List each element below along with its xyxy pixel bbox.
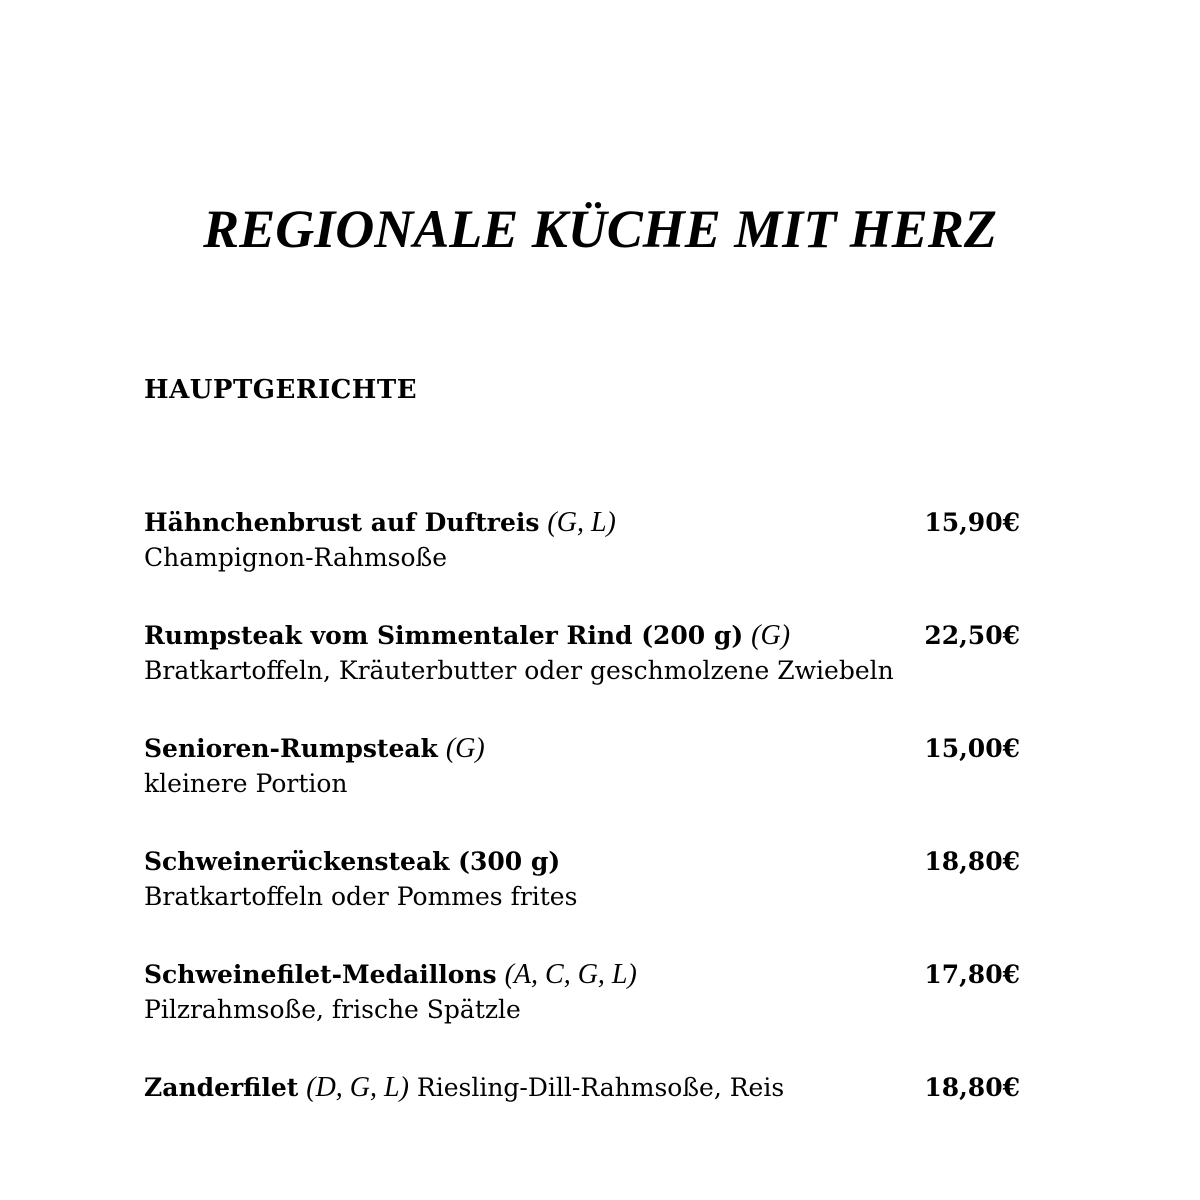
menu-item-description: Bratkartoffeln, Kräuterbutter oder geschmolzene Zwiebeln (144, 656, 894, 685)
menu-item-header (144, 505, 1020, 541)
menu-item (144, 957, 1020, 1070)
menu-item-description: Pilzrahmsoße, frische Spätzle (144, 995, 521, 1024)
menu-items-list (144, 505, 1020, 1183)
menu-item-price: 18,80€ (924, 1073, 1020, 1102)
page-title: REGIONALE KÜCHE MIT HERZ (203, 199, 997, 259)
menu-item-allergens: (G) (751, 620, 791, 651)
menu-item-name: Hähnchenbrust auf Duftreis (144, 508, 540, 537)
menu-item-header (144, 844, 1020, 880)
menu-item-allergens: (A, C, G, L) (504, 959, 637, 990)
menu-item-price: 17,80€ (924, 960, 1020, 989)
menu-item-allergens: (G, L) (547, 507, 616, 538)
menu-item-price: 15,90€ (924, 508, 1020, 537)
menu-item-name: Rumpsteak vom Simmentaler Rind (200 g) (144, 621, 744, 650)
menu-item (144, 618, 1020, 731)
menu-item (144, 505, 1020, 618)
menu-item-allergens: (G) (445, 733, 485, 764)
section-heading: HAUPTGERICHTE (144, 375, 418, 405)
menu-item (144, 844, 1020, 957)
menu-item-price: 15,00€ (924, 734, 1020, 763)
menu-item-inline-description: Riesling-Dill-Rahmsoße, Reis (416, 1073, 785, 1102)
menu-item-header (144, 618, 1020, 654)
menu-item-header (144, 957, 1020, 993)
menu-item-price: 18,80€ (924, 847, 1020, 876)
menu-item-price: 22,50€ (924, 621, 1020, 650)
menu-item-header (144, 1070, 1020, 1106)
menu-item (144, 1070, 1020, 1183)
menu-item-name: Senioren-Rumpsteak (144, 734, 438, 763)
menu-item-description: Bratkartoffeln oder Pommes frites (144, 882, 578, 911)
menu-item-name: Schweinerückensteak (300 g) (144, 847, 561, 876)
menu-item (144, 731, 1020, 844)
menu-item-allergens: (D, G, L) (306, 1072, 409, 1103)
menu-item-name: Schweinefilet-Medaillons (144, 960, 497, 989)
menu-item-description: kleinere Portion (144, 769, 348, 798)
menu-item-name: Zanderfilet (144, 1073, 299, 1102)
menu-item-description: Champignon-Rahmsoße (144, 543, 448, 572)
menu-item-header (144, 731, 1020, 767)
